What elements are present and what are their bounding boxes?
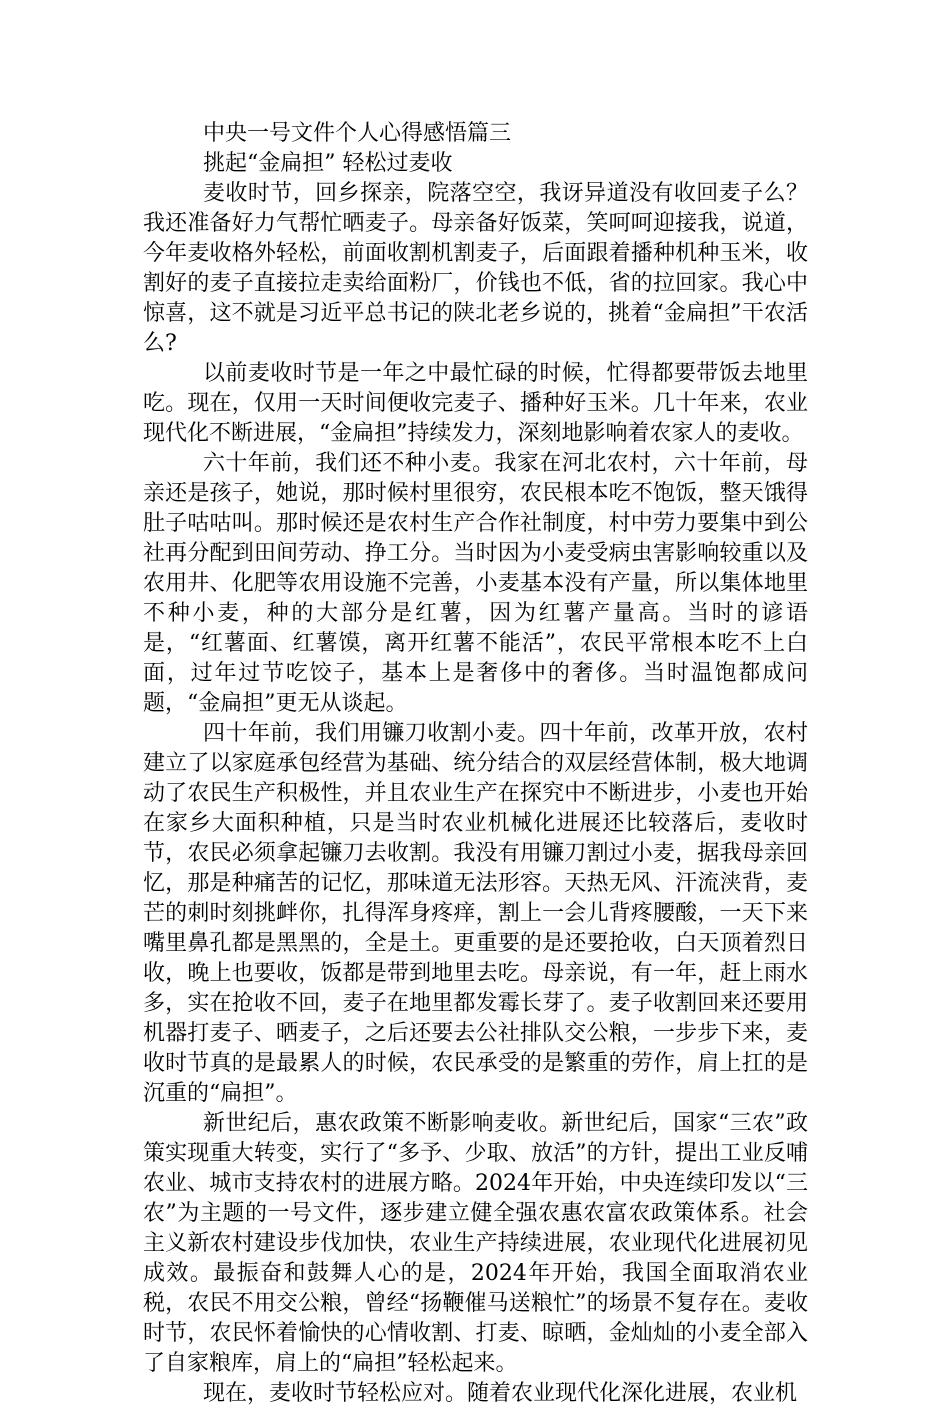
paragraph: 六十年前，我们还不种小麦。我家在河北农村，六十年前，母亲还是孩子，她说，那时候村里很穷，农民根本吃不饱饭，整天饿得肚子咕咕叫。那时候还是农村生产合作社制度，村中劳力要集中到公社再分配到田间劳动、挣工分。当时因为小麦受病虫害影响较重以及农用井、化肥等农用设施不完善，小麦基本没有产量，所以集体地里不种小麦，种的大部分是红薯，因为红薯产量高。当时的谚语是，“红薯面、红薯馍，离开红薯不能活”，农民平常根本吃不上白面，过年过节吃饺子，基本上是奢侈中的奢侈。当时温饱都成问题，“金扁担”更无从谈起。 [143, 451, 808, 716]
paragraph: 现在，麦收时节轻松应对。随着农业现代化深化进展，农业机 [203, 1381, 798, 1406]
paragraph: 新世纪后，惠农政策不断影响麦收。新世纪后，国家“三农”政策实现重大转变，实行了“多予、少取、放活”的方针，提出工业反哺农业、城市支持农村的进展方略。2024年开始，中央连续印发以“三农”为主题的一号文件，逐步建立健全强农惠农富农政策体系。社会主义新农村建设步伐加快，农业生产持续进展，农业现代化进展初见成效。最振奋和鼓舞人心的是，2024年开始，我国全面取消农业税，农民不用交公粮，曾经“扬鞭催马送粮忙”的场景不复存在。麦收时节，农民怀着愉快的心情收割、打麦、晾晒，金灿灿的小麦全部入了自家粮库，肩上的“扁担”轻松起来。 [143, 1111, 808, 1376]
document-title: 中央一号文件个人心得感悟篇三 [203, 121, 512, 146]
document-body [143, 119, 808, 1409]
document-subtitle: 挑起“金扁担” 轻松过麦收 [203, 151, 453, 176]
paragraph: 四十年前，我们用镰刀收割小麦。四十年前，改革开放，农村建立了以家庭承包经营为基础、统分结合的双层经营体制，极大地调动了农民生产积极性，并且农业生产在探究中不断进步，小麦也开始在家乡大面积种植，只是当时农业机械化进展还比较落后，麦收时节，农民必须拿起镰刀去收割。我没有用镰刀割过小麦，据我母亲回忆，那是种痛苦的记忆，那味道无法形容。天热无风、汗流浃背，麦芒的刺时刻挑衅你，扎得浑身疼痒，割上一会儿背疼腰酸，一天下来嘴里鼻孔都是黑黑的，全是土。更重要的是还要抢收，白天顶着烈日收，晚上也要收，饭都是带到地里去吃。母亲说，有一年，赶上雨水多，实在抢收不回，麦子在地里都发霉长芽了。麦子收割回来还要用机器打麦子、晒麦子，之后还要去公社排队交公粮，一步步下来，麦收时节真的是最累人的时候，农民承受的是繁重的劳作，肩上扛的是沉重的“扁担”。 [143, 721, 808, 1106]
paragraph: 麦收时节，回乡探亲，院落空空，我讶异道没有收回麦子么？我还准备好力气帮忙晒麦子。母亲备好饭菜，笑呵呵迎接我，说道，今年麦收格外轻松，前面收割机割麦子，后面跟着播种机种玉米，收割好的麦子直接拉走卖给面粉厂，价钱也不低，省的拉回家。我心中惊喜，这不就是习近平总书记的陕北老乡说的，挑着“金扁担”干农活么? [143, 181, 808, 356]
paragraph: 以前麦收时节是一年之中最忙碌的时候，忙得都要带饭去地里吃。现在，仅用一天时间便收完麦子、播种好玉米。几十年来，农业现代化不断进展，“金扁担”持续发力，深刻地影响着农家人的麦收。 [143, 361, 808, 446]
